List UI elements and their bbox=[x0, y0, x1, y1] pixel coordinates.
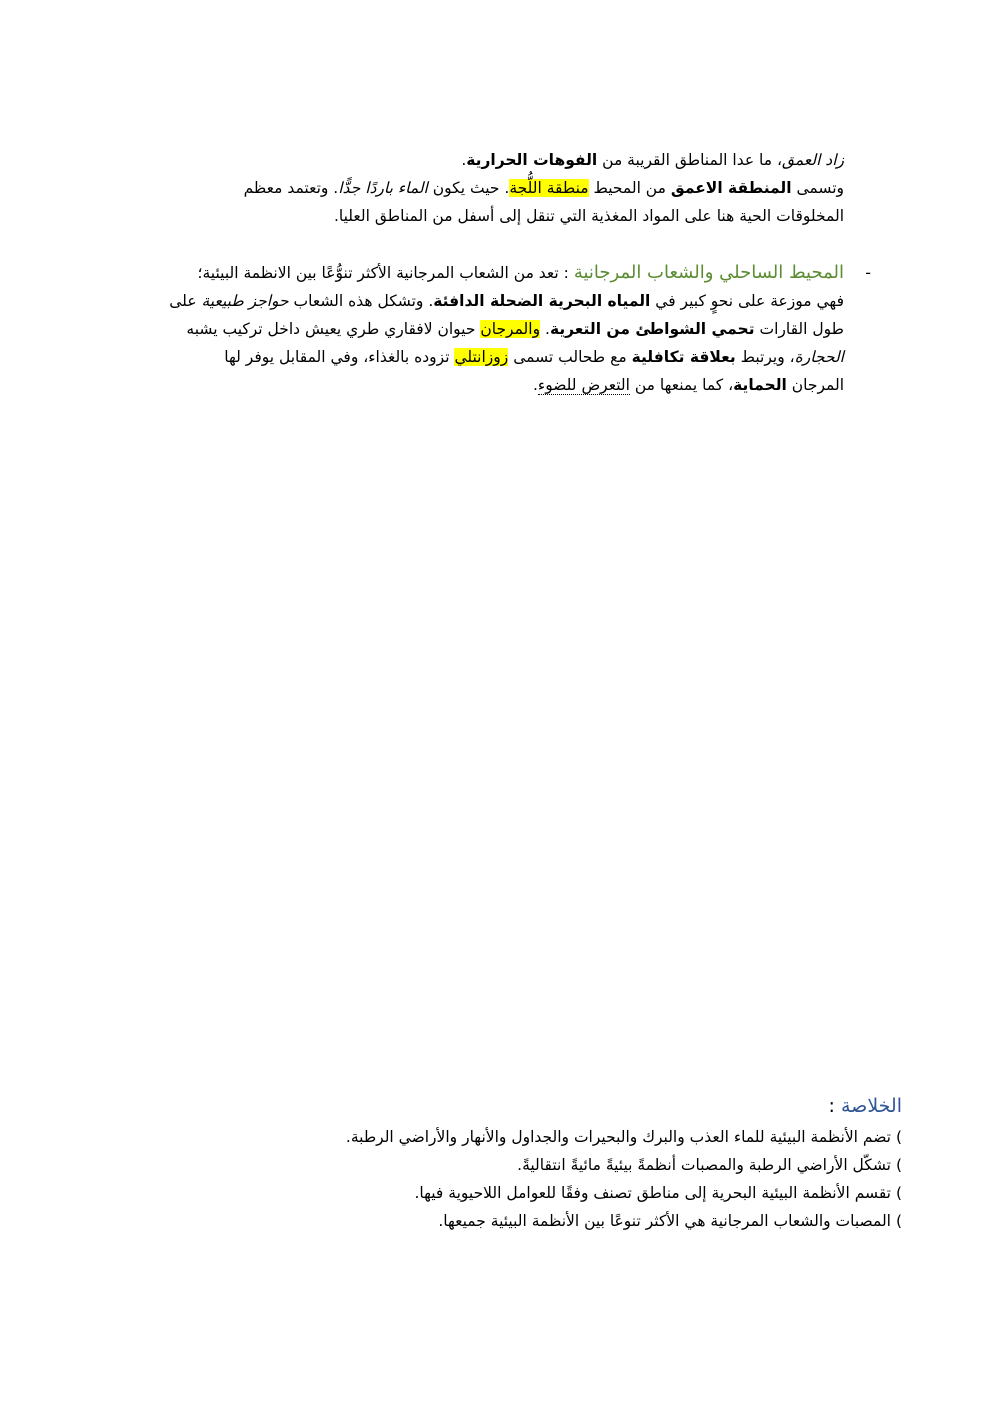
intro-paragraph bbox=[144, 146, 844, 230]
summary-item: ) تشكّل الأراضي الرطبة والمصبات أنظمةً بيئيةً مائيةً انتقاليةً. bbox=[517, 1156, 902, 1174]
intro-line-3: المخلوقات الحية هنا على المواد المغذية التي تنقل إلى أسفل من المناطق العليا. bbox=[333, 207, 844, 225]
reef-line-1: المحيط الساحلي والشعاب المرجانية : تعد من الشعاب المرجانية الأكثر تنوُّعًا بين الانظمة البيئية؛ bbox=[197, 262, 844, 283]
intro-line-1: زاد العمق، ما عدا المناطق القريبة من الفوهات الحرارية. bbox=[461, 151, 844, 169]
highlight-coral: والمرجان bbox=[480, 320, 541, 338]
list-marker: ) bbox=[895, 1212, 902, 1230]
reef-line-4: الحجارة، ويرتبط بعلاقة تكافلية مع طحالب تسمى زوزانتلي تزوده بالغذاء، وفي المقابل يوفر لها bbox=[224, 348, 844, 366]
dotted-underlined-text: التعرض للضوء bbox=[537, 376, 630, 394]
summary-item: ) المصبات والشعاب المرجانية هي الأكثر تنوعًا بين الأنظمة البيئية جميعها. bbox=[438, 1212, 902, 1230]
summary-title: الخلاصة : bbox=[828, 1095, 902, 1117]
highlight-abyssal-zone: منطقة اللُّجة bbox=[509, 179, 589, 197]
summary-item: ) تقسم الأنظمة البيئية البحرية إلى مناطق تصنف وفقًا للعوامل اللاحيوية فيها. bbox=[414, 1184, 902, 1202]
list-marker: ) bbox=[895, 1156, 902, 1174]
reef-line-3: طول القارات تحمي الشواطئ من التعرية. والمرجان حيوان لافقاري طري يعيش داخل تركيب يشبه bbox=[186, 320, 844, 338]
summary-item: ) تضم الأنظمة البيئية للماء العذب والبرك والبحيرات والجداول والأنهار والأراضي الرطبة. bbox=[345, 1128, 902, 1146]
list-bullet: - bbox=[865, 263, 871, 282]
list-marker: ) bbox=[895, 1184, 902, 1202]
section-heading: المحيط الساحلي والشعاب المرجانية bbox=[573, 262, 844, 283]
reef-paragraph bbox=[84, 259, 871, 399]
intro-line-2: وتسمى المنطقة الاعمق من المحيط منطقة اللُّجة. حيث يكون الماء باردًا جدًّا. وتعتمد معظم bbox=[243, 179, 844, 197]
summary-section bbox=[142, 1091, 902, 1235]
reef-line-2: فهي موزعة على نحوٍ كبير في المياه البحرية الضحلة الدافئة. وتشكل هذه الشعاب حواجز طبيعية على bbox=[169, 292, 844, 310]
reef-line-5: المرجان الحماية، كما يمنعها من التعرض للضوء. bbox=[532, 376, 844, 394]
list-marker: ) bbox=[895, 1128, 902, 1146]
highlight-zooxanthellae: زوزانتلي bbox=[454, 348, 509, 366]
